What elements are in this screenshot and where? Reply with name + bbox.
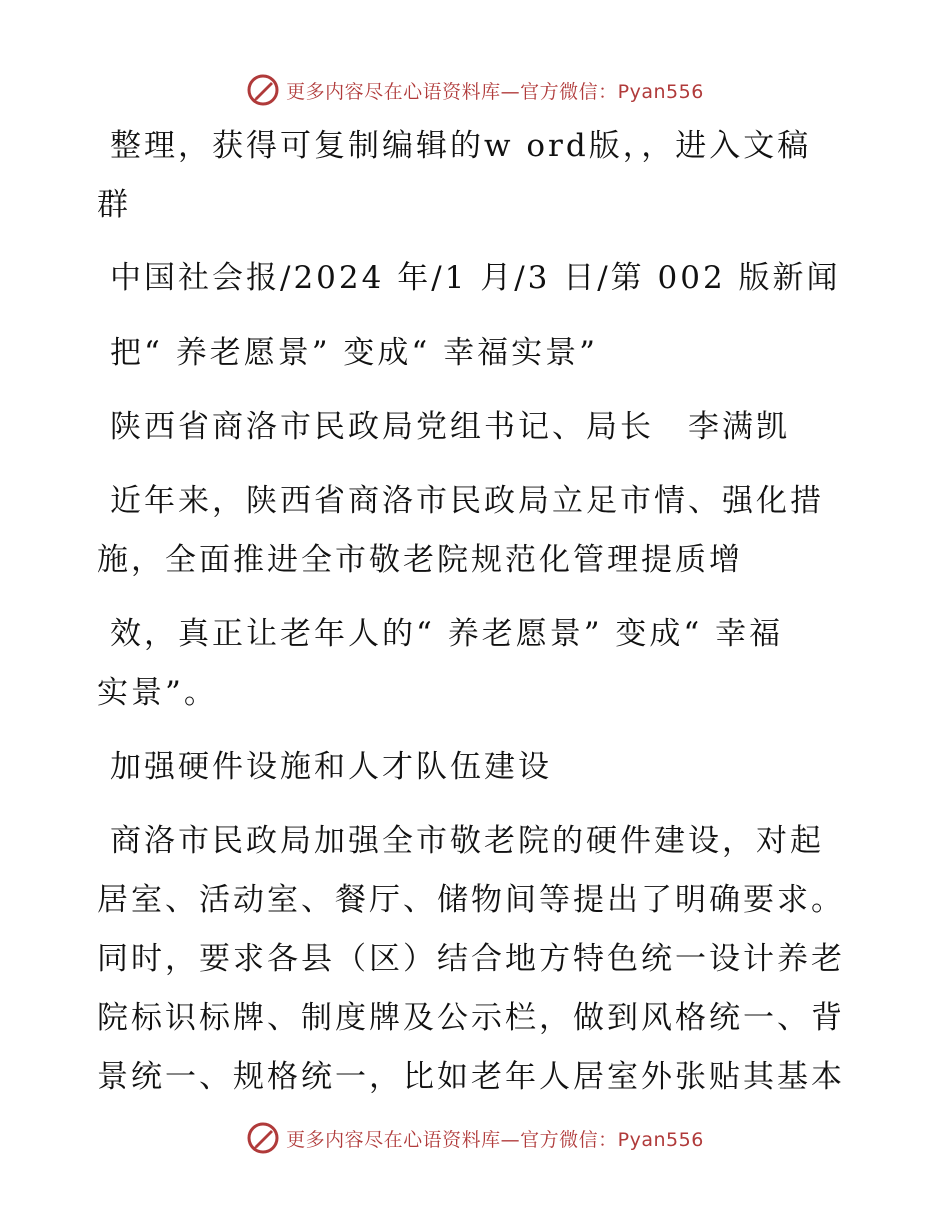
- paragraph-line: 居室、活动室、餐厅、储物间等提出了明确要求。: [97, 882, 845, 918]
- section-heading: 加强硬件设施和人才队伍建设: [110, 749, 552, 785]
- paragraph-line: 院标识标牌、制度牌及公示栏，做到风格统一、背: [97, 1000, 845, 1036]
- text-line-1: 整理，获得可复制编辑的w ord版，，进入文稿: [110, 128, 812, 164]
- author-line: 陕西省商洛市民政局党组书记、局长 李满凯: [110, 409, 790, 445]
- watermark-contact: 官方微信：Pyan556: [520, 80, 704, 103]
- paragraph-line: 商洛市民政局加强全市敬老院的硬件建设，对起: [110, 823, 824, 859]
- paragraph-line: 实景”。: [97, 675, 218, 711]
- watermark-main: 更多内容尽在心语资料库: [286, 80, 501, 103]
- watermark-header: [0, 68, 950, 112]
- paragraph-line: 景统一、规格统一，比如老年人居室外张贴其基本: [97, 1059, 845, 1095]
- paragraph-line: 近年来，陕西省商洛市民政局立足市情、强化措: [110, 483, 824, 519]
- watermark-separator: —: [500, 1128, 521, 1151]
- watermark-footer: [0, 1116, 950, 1160]
- paragraph-line: 效，真正让老年人的“ 养老愿景” 变成“ 幸福: [110, 616, 784, 652]
- pen-logo-icon: [246, 1121, 280, 1155]
- paragraph-line: 施，全面推进全市敬老院规范化管理提质增: [97, 542, 743, 578]
- pen-logo-icon: [246, 73, 280, 107]
- watermark-contact: 官方微信：Pyan556: [520, 1128, 704, 1151]
- source-line: 中国社会报/2024 年/1 月/3 日/第 002 版新闻: [110, 260, 841, 296]
- article-title: 把“ 养老愿景” 变成“ 幸福实景”: [110, 335, 598, 371]
- watermark-separator: —: [500, 80, 521, 103]
- paragraph-line: 同时，要求各县（区）结合地方特色统一设计养老: [97, 941, 845, 977]
- text-line-2: 群: [97, 187, 131, 223]
- watermark-main: 更多内容尽在心语资料库: [286, 1128, 501, 1151]
